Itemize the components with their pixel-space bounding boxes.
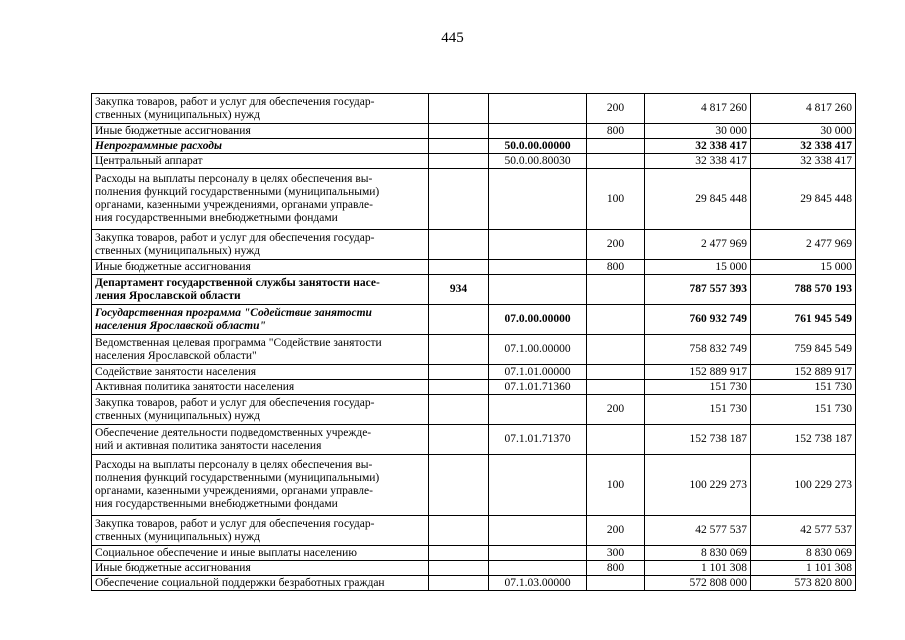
row-amount-year1-cell: 760 932 749 (645, 305, 751, 335)
row-department-cell: 934 (429, 275, 489, 305)
row-name-cell: Расходы на выплаты персоналу в целях обеспечения вы- полнения функций государственными (муниципальными) органами, казенными учреждениями, органами управле- ния государственными внебюджетными фондами (92, 169, 429, 230)
row-expense-type-cell (587, 139, 645, 154)
row-expense-type-cell (587, 576, 645, 591)
row-department-cell (429, 305, 489, 335)
row-department-cell (429, 335, 489, 365)
row-department-cell (429, 365, 489, 380)
row-expense-type-cell (587, 335, 645, 365)
row-expense-type-cell: 100 (587, 455, 645, 516)
row-department-cell (429, 94, 489, 124)
table-row (92, 305, 856, 335)
table-row (92, 335, 856, 365)
row-expense-type-cell: 800 (587, 561, 645, 576)
row-amount-year2-cell: 100 229 273 (751, 455, 856, 516)
row-expense-type-cell (587, 425, 645, 455)
row-target-article-cell: 07.1.01.71360 (489, 380, 587, 395)
table-row (92, 516, 856, 546)
row-target-article-cell (489, 230, 587, 260)
row-target-article-cell (489, 455, 587, 516)
row-department-cell (429, 380, 489, 395)
row-name-cell: Расходы на выплаты персоналу в целях обеспечения вы- полнения функций государственными (муниципальными) органами, казенными учреждениями, органами управле- ния государственными внебюджетными фондами (92, 455, 429, 516)
row-amount-year2-cell: 152 738 187 (751, 425, 856, 455)
row-amount-year1-cell: 8 830 069 (645, 546, 751, 561)
row-department-cell (429, 260, 489, 275)
row-amount-year2-cell: 42 577 537 (751, 516, 856, 546)
row-name-cell: Центральный аппарат (92, 154, 429, 169)
row-expense-type-cell: 800 (587, 260, 645, 275)
table-row (92, 576, 856, 591)
row-target-article-cell (489, 395, 587, 425)
row-amount-year2-cell: 8 830 069 (751, 546, 856, 561)
page-number: 445 (441, 30, 464, 46)
row-name-cell: Закупка товаров, работ и услуг для обеспечения государ- ственных (муниципальных) нужд (92, 516, 429, 546)
row-amount-year1-cell: 29 845 448 (645, 169, 751, 230)
row-amount-year2-cell: 152 889 917 (751, 365, 856, 380)
row-department-cell (429, 230, 489, 260)
table-row (92, 94, 856, 124)
row-name-cell: Обеспечение деятельности подведомственных учрежде- ний и активная политика занятости населения (92, 425, 429, 455)
row-amount-year1-cell: 2 477 969 (645, 230, 751, 260)
row-amount-year2-cell: 29 845 448 (751, 169, 856, 230)
row-name-cell: Государственная программа "Содействие занятости населения Ярославской области" (92, 305, 429, 335)
row-amount-year2-cell: 32 338 417 (751, 139, 856, 154)
row-target-article-cell (489, 516, 587, 546)
table-row (92, 275, 856, 305)
row-department-cell (429, 546, 489, 561)
table-row (92, 230, 856, 260)
row-amount-year1-cell: 152 738 187 (645, 425, 751, 455)
row-target-article-cell: 50.0.00.80030 (489, 154, 587, 169)
row-department-cell (429, 455, 489, 516)
table-row (92, 139, 856, 154)
table-row (92, 546, 856, 561)
row-amount-year2-cell: 151 730 (751, 395, 856, 425)
row-department-cell (429, 516, 489, 546)
row-target-article-cell (489, 275, 587, 305)
table-row (92, 395, 856, 425)
row-target-article-cell (489, 561, 587, 576)
table-row (92, 169, 856, 230)
row-amount-year1-cell: 15 000 (645, 260, 751, 275)
row-name-cell: Социальное обеспечение и иные выплаты населению (92, 546, 429, 561)
row-amount-year1-cell: 30 000 (645, 124, 751, 139)
row-expense-type-cell: 300 (587, 546, 645, 561)
row-amount-year2-cell: 573 820 800 (751, 576, 856, 591)
row-amount-year1-cell: 758 832 749 (645, 335, 751, 365)
row-amount-year1-cell: 151 730 (645, 380, 751, 395)
row-amount-year1-cell: 32 338 417 (645, 139, 751, 154)
row-name-cell: Обеспечение социальной поддержки безработных граждан (92, 576, 429, 591)
row-amount-year1-cell: 1 101 308 (645, 561, 751, 576)
row-name-cell: Департамент государственной службы занятости насе- ления Ярославской области (92, 275, 429, 305)
row-amount-year1-cell: 787 557 393 (645, 275, 751, 305)
row-amount-year1-cell: 152 889 917 (645, 365, 751, 380)
row-amount-year1-cell: 100 229 273 (645, 455, 751, 516)
row-amount-year2-cell: 4 817 260 (751, 94, 856, 124)
row-expense-type-cell: 200 (587, 516, 645, 546)
table-row (92, 561, 856, 576)
row-name-cell: Ведомственная целевая программа "Содействие занятости населения Ярославской области" (92, 335, 429, 365)
budget-table (91, 93, 856, 591)
row-amount-year2-cell: 788 570 193 (751, 275, 856, 305)
row-name-cell: Содействие занятости населения (92, 365, 429, 380)
table-row (92, 365, 856, 380)
row-target-article-cell (489, 546, 587, 561)
row-target-article-cell: 07.1.01.00000 (489, 365, 587, 380)
row-amount-year2-cell: 759 845 549 (751, 335, 856, 365)
row-target-article-cell: 07.1.00.00000 (489, 335, 587, 365)
row-expense-type-cell (587, 305, 645, 335)
row-amount-year2-cell: 15 000 (751, 260, 856, 275)
row-expense-type-cell (587, 380, 645, 395)
row-name-cell: Закупка товаров, работ и услуг для обеспечения государ- ственных (муниципальных) нужд (92, 395, 429, 425)
row-department-cell (429, 561, 489, 576)
row-name-cell: Активная политика занятости населения (92, 380, 429, 395)
row-target-article-cell: 07.1.03.00000 (489, 576, 587, 591)
row-amount-year2-cell: 30 000 (751, 124, 856, 139)
table-row (92, 455, 856, 516)
row-expense-type-cell (587, 365, 645, 380)
row-expense-type-cell: 200 (587, 395, 645, 425)
table-row (92, 154, 856, 169)
row-amount-year2-cell: 151 730 (751, 380, 856, 395)
row-expense-type-cell (587, 275, 645, 305)
table-row (92, 425, 856, 455)
row-amount-year1-cell: 151 730 (645, 395, 751, 425)
row-name-cell: Иные бюджетные ассигнования (92, 561, 429, 576)
row-amount-year1-cell: 42 577 537 (645, 516, 751, 546)
row-amount-year1-cell: 32 338 417 (645, 154, 751, 169)
row-department-cell (429, 425, 489, 455)
row-amount-year2-cell: 1 101 308 (751, 561, 856, 576)
row-target-article-cell (489, 260, 587, 275)
row-name-cell: Иные бюджетные ассигнования (92, 260, 429, 275)
row-target-article-cell: 50.0.00.00000 (489, 139, 587, 154)
row-target-article-cell (489, 124, 587, 139)
budget-table-body (92, 94, 856, 591)
row-expense-type-cell (587, 154, 645, 169)
row-department-cell (429, 124, 489, 139)
row-target-article-cell: 07.0.00.00000 (489, 305, 587, 335)
row-name-cell: Закупка товаров, работ и услуг для обеспечения государ- ственных (муниципальных) нужд (92, 230, 429, 260)
row-amount-year2-cell: 2 477 969 (751, 230, 856, 260)
row-amount-year1-cell: 572 808 000 (645, 576, 751, 591)
row-expense-type-cell: 800 (587, 124, 645, 139)
row-name-cell: Иные бюджетные ассигнования (92, 124, 429, 139)
row-amount-year1-cell: 4 817 260 (645, 94, 751, 124)
row-department-cell (429, 139, 489, 154)
row-expense-type-cell: 200 (587, 94, 645, 124)
row-name-cell: Закупка товаров, работ и услуг для обеспечения государ- ственных (муниципальных) нужд (92, 94, 429, 124)
row-amount-year2-cell: 761 945 549 (751, 305, 856, 335)
table-row (92, 124, 856, 139)
row-department-cell (429, 169, 489, 230)
row-amount-year2-cell: 32 338 417 (751, 154, 856, 169)
row-department-cell (429, 395, 489, 425)
row-expense-type-cell: 100 (587, 169, 645, 230)
row-target-article-cell (489, 94, 587, 124)
table-row (92, 380, 856, 395)
row-department-cell (429, 576, 489, 591)
row-target-article-cell (489, 169, 587, 230)
table-row (92, 260, 856, 275)
row-name-cell: Непрограммные расходы (92, 139, 429, 154)
row-department-cell (429, 154, 489, 169)
row-expense-type-cell: 200 (587, 230, 645, 260)
row-target-article-cell: 07.1.01.71370 (489, 425, 587, 455)
